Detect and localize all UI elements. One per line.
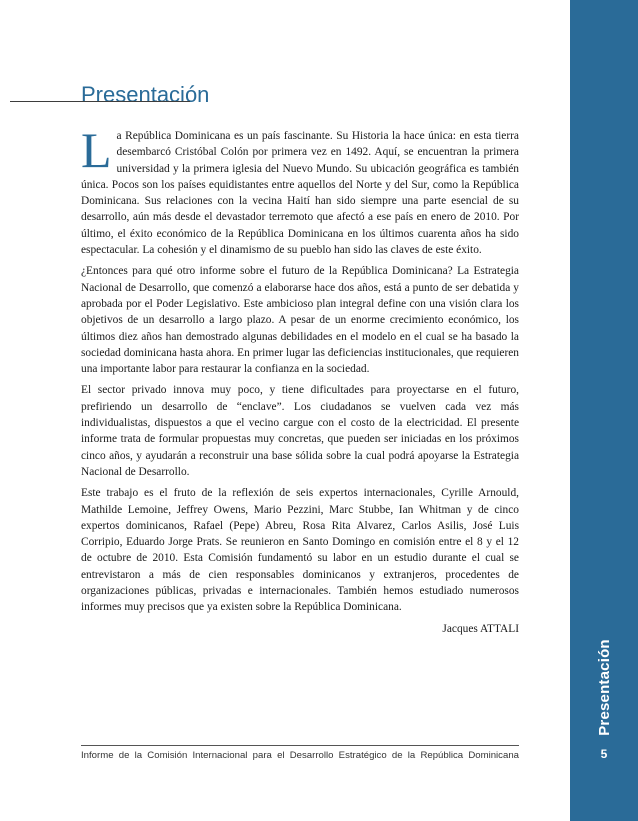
footer-text: Informe de la Comisión Internacional para el Desarrollo Estratégico de la República Dominicana (81, 750, 519, 761)
page-number: 5 (600, 747, 608, 761)
paragraph-2: ¿Entonces para qué otro informe sobre el futuro de la República Dominicana? La Estrategia Nacional de Desarrollo, que comenzó a elaborarse hace dos años, está a punto de ser debatida y aprobada por el Poder Legislativo. Este ambicioso plan integral define con una visión clara los objetivos de un desarrollo a largo plazo. A pesar de un enorme crecimiento económico, los últimos diez años han demostrado algunas debilidades en el modelo en el cual se ha basado la sociedad dominicana hasta ahora. En primer lugar las deficiencias institucionales, que requieren una importante labor para restaurar la confianza en la sociedad. (81, 265, 519, 376)
sidebar-section-label (570, 638, 638, 736)
paragraph-1-text: a República Dominicana es un país fascinante. Su Historia la hace única: en esta tierra desembarcó Cristóbal Colón por primera vez en 1492. Aquí, se encuentran la primera universidad y la primera iglesia del Nuevo Mundo. Su ubicación geográfica es también única. Pocos son los países equidistantes entre aquellos del Norte y del Sur, como la República Dominicana. Sus relaciones con la vecina Haití han sido siempre una parte esencial de su desarrollo, aún más desde el devastador terremoto que afectó a ese país en enero de 2010. Por último, el éxito económico de la República Dominicana en los últimos cuarenta años ha sido espectacular. La cohesión y el dinamismo de su pueblo han sido las claves de este éxito. (81, 130, 519, 257)
sidebar-section-text: Presentación (595, 638, 613, 736)
page-title: Presentación (81, 82, 210, 107)
signature: Jacques ATTALI (442, 622, 519, 635)
drop-cap: L (81, 122, 112, 178)
paragraph-3: El sector privado innova muy poco, y tiene dificultades para proyectarse en el futuro, prefiriendo un desarrollo de “enclave”. Los ciudadanos se vuelven cada vez más individualistas, dispuestos a que el vecino cargue con el costo de la electricidad. El presente informe trata de formular propuestas muy concretas, que pueden ser iniciadas en los próximos cinco años, y ayudarán a reconstruir una base sólida sobre la cual podrá apoyarse la Estrategia Nacional de Desarrollo. (81, 384, 519, 478)
title-underline (10, 101, 190, 102)
body-text (81, 122, 519, 642)
paragraph-4: Este trabajo es el fruto de la reflexión de seis expertos internacionales, Cyrille Arnould, Mathilde Lemoine, Jeffrey Owens, Mario Pezzini, Marc Stubbe, Ian Whitman y de cinco expertos dominicanos, Rafael (Pepe) Abreu, Rosa Rita Alvarez, Carlos Asilis, José Luis Corripio, Eduardo Jorge Prats. Se reunieron en Santo Domingo en comisión entre el 8 y el 12 de octubre de 2010. Esta Comisión fundamentó su labor en un estudio durante el cual se entrevistaron a más de cien responsables dominicanos y extranjeros, procedentes de organizaciones públicas, privadas e internacionales. También hemos estudiado numerosos informes muy precisos que ya existen sobre la República Dominicana. (81, 487, 519, 614)
footer-rule (81, 745, 519, 746)
sidebar-band (570, 0, 638, 821)
paragraph-1 (81, 122, 519, 258)
